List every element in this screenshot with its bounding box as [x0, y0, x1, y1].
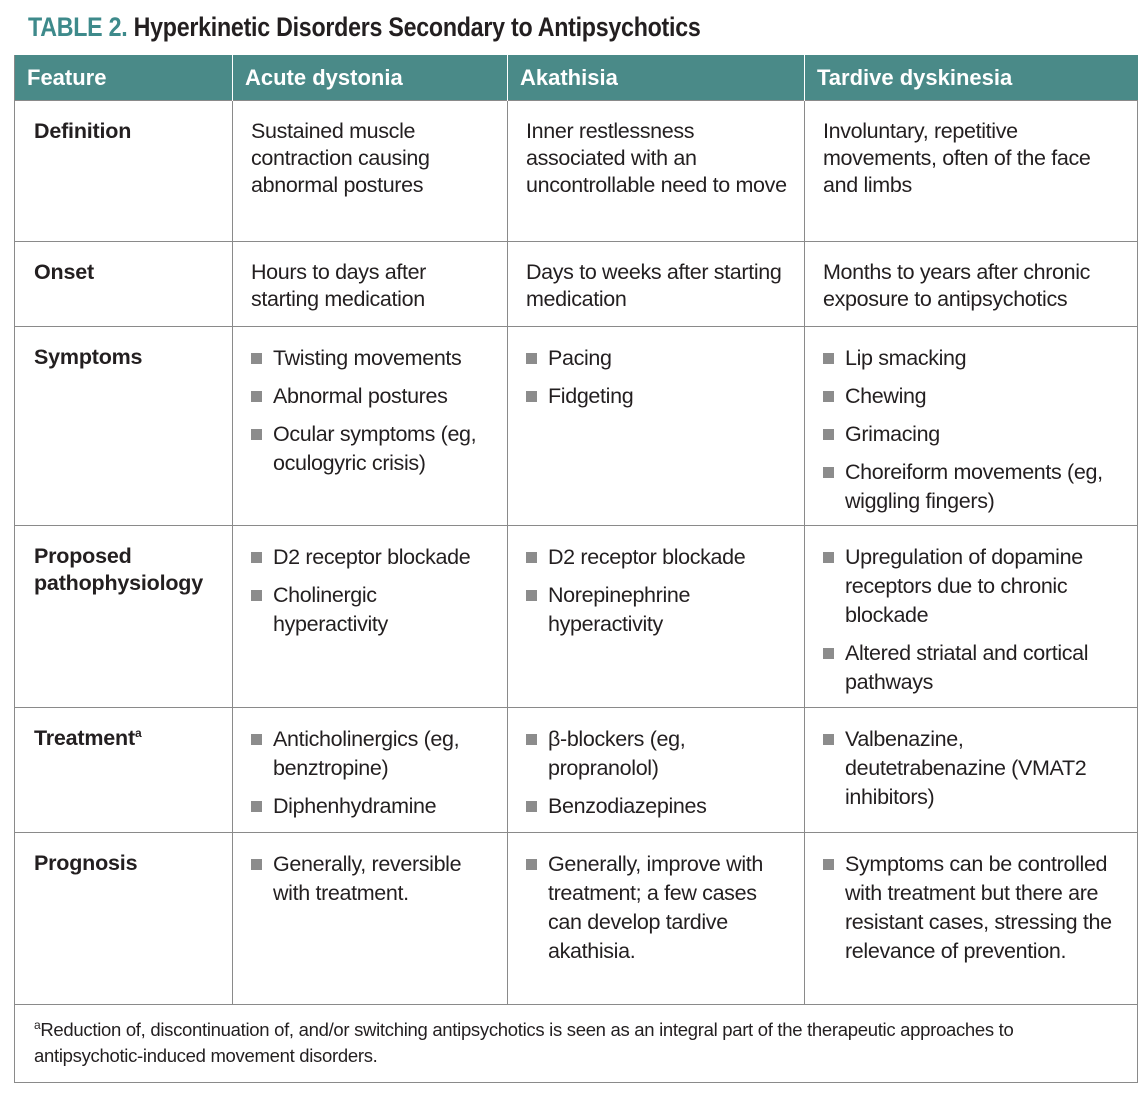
footnote-row: [15, 1005, 1138, 1083]
bullet-item: Cholinergic hyperactivity: [251, 581, 497, 639]
feature-label: Onset: [15, 242, 233, 327]
feature-label: Symptoms: [15, 327, 233, 526]
feature-label: Prognosis: [15, 833, 233, 1005]
cell-tardive-dyskinesia: [805, 526, 1138, 708]
row-definition: [15, 101, 1138, 242]
table-number: TABLE 2.: [28, 12, 128, 42]
row-prognosis: [15, 833, 1138, 1005]
row-onset: [15, 242, 1138, 327]
cell-akathisia: [508, 327, 805, 526]
bullet-item: Generally, reversible with treatment.: [251, 850, 497, 908]
bullet-item: Pacing: [526, 344, 794, 373]
header-tardive-dyskinesia: Tardive dyskinesia: [805, 55, 1138, 101]
bullet-item: Valbenazine, deutetrabenazine (VMAT2 inhibitors): [823, 725, 1127, 812]
cell-tardive-dyskinesia: [805, 708, 1138, 833]
bullet-item: Choreiform movements (eg, wiggling fingers): [823, 458, 1127, 516]
bullet-item: Ocular symptoms (eg, oculogyric crisis): [251, 420, 497, 478]
bullet-item: Fidgeting: [526, 382, 794, 411]
bullet-item: β-blockers (eg, propranolol): [526, 725, 794, 783]
table-title-text: Hyperkinetic Disorders Secondary to Antipsychotics: [133, 12, 701, 42]
bullet-item: Altered striatal and cortical pathways: [823, 639, 1127, 697]
bullet-item: D2 receptor blockade: [526, 543, 794, 572]
cell-tardive-dyskinesia: [805, 327, 1138, 526]
cell-tardive-dyskinesia: Months to years after chronic exposure to antipsychotics: [805, 242, 1138, 327]
row-treatment: [15, 708, 1138, 833]
bullet-item: Benzodiazepines: [526, 792, 794, 821]
cell-akathisia: Inner restlessness associated with an uncontrollable need to move: [508, 101, 805, 242]
footnote-marker: a: [134, 725, 142, 740]
cell-tardive-dyskinesia: Involuntary, repetitive movements, often of the face and limbs: [805, 101, 1138, 242]
cell-akathisia: [508, 833, 805, 1005]
cell-akathisia: Days to weeks after starting medication: [508, 242, 805, 327]
footnote-marker: a: [34, 1017, 41, 1032]
footnote-text: Reduction of, discontinuation of, and/or switching antipsychotics is seen as an integral part of the therapeutic approaches to antipsychotic-induced movement disorders.: [34, 1019, 1014, 1066]
header-feature: Feature: [15, 55, 233, 101]
cell-acute-dystonia: [233, 327, 508, 526]
feature-label: Proposed pathophysiology: [15, 526, 233, 708]
header-acute-dystonia: Acute dystonia: [233, 55, 508, 101]
cell-acute-dystonia: [233, 833, 508, 1005]
bullet-item: Grimacing: [823, 420, 1127, 449]
bullet-item: Twisting movements: [251, 344, 497, 373]
bullet-item: Chewing: [823, 382, 1127, 411]
feature-label: [15, 708, 233, 833]
row-symptoms: [15, 327, 1138, 526]
header-akathisia: Akathisia: [508, 55, 805, 101]
bullet-item: D2 receptor blockade: [251, 543, 497, 572]
bullet-item: Symptoms can be controlled with treatment but there are resistant cases, stressing the relevance of prevention.: [823, 850, 1127, 966]
feature-label-text: Treatment: [34, 726, 135, 750]
cell-akathisia: [508, 526, 805, 708]
cell-acute-dystonia: [233, 708, 508, 833]
table-title: [28, 12, 701, 43]
bullet-item: Lip smacking: [823, 344, 1127, 373]
footnote: [15, 1005, 1138, 1083]
bullet-item: Upregulation of dopamine receptors due to chronic blockade: [823, 543, 1127, 630]
bullet-item: Anticholinergics (eg, benztropine): [251, 725, 497, 783]
cell-acute-dystonia: [233, 526, 508, 708]
bullet-item: Generally, improve with treatment; a few cases can develop tardive akathisia.: [526, 850, 794, 966]
comparison-table: [14, 55, 1138, 1083]
bullet-item: Abnormal postures: [251, 382, 497, 411]
header-row: [15, 55, 1138, 101]
feature-label: Definition: [15, 101, 233, 242]
cell-acute-dystonia: Hours to days after starting medication: [233, 242, 508, 327]
row-pathophysiology: [15, 526, 1138, 708]
bullet-item: Diphenhydramine: [251, 792, 497, 821]
cell-acute-dystonia: Sustained muscle contraction causing abnormal postures: [233, 101, 508, 242]
cell-tardive-dyskinesia: [805, 833, 1138, 1005]
cell-akathisia: [508, 708, 805, 833]
bullet-item: Norepinephrine hyperactivity: [526, 581, 794, 639]
